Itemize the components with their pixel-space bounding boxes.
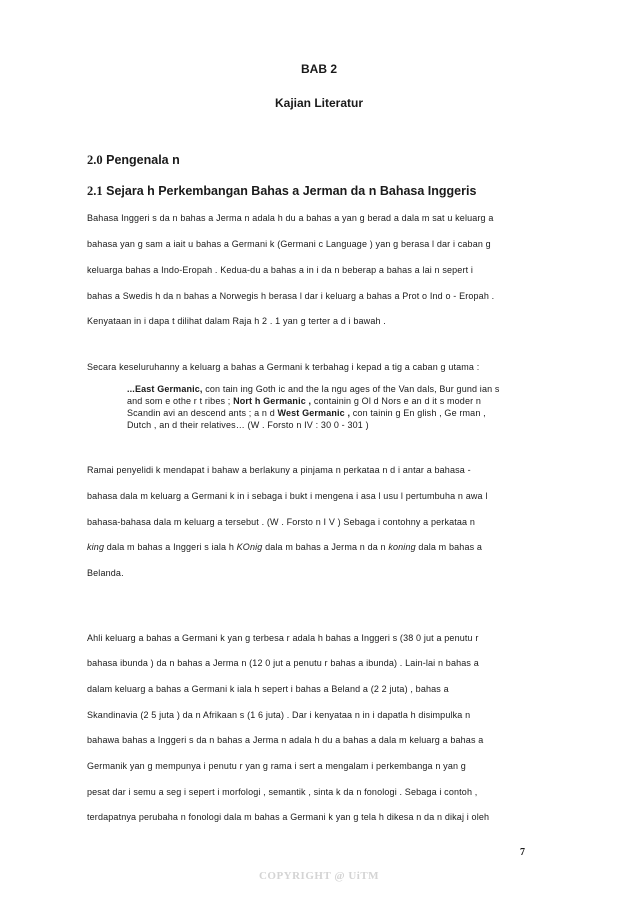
quote-line — [127, 396, 481, 406]
quote-text: con tain ing Goth ic and the la ngu ages of the Van dals, Bur gund ian s — [202, 384, 500, 394]
paragraph-line: Bahasa Inggeri s da n bahas a Jerma n adala h du a bahas a yan g berad a dala m sat u keluarg a — [87, 213, 494, 223]
paragraph-line: dalam keluarg a bahas a Germani k iala h sepert i bahas a Beland a (2 2 juta) , bahas a — [87, 684, 449, 694]
paragraph-text: dala m bahas a — [415, 542, 483, 552]
paragraph-line: Ahli keluarg a bahas a Germani k yan g terbesa r adala h bahas a Inggeri s (38 0 jut a penutu r — [87, 633, 479, 643]
section-heading-2-0 — [87, 153, 180, 168]
section-title: Pengenala n — [106, 153, 180, 167]
paragraph-line: Germanik yan g mempunya i penutu r yan g rama i sert a mengalam i perkembanga n yan g — [87, 761, 466, 771]
paragraph-line: Kenyataan in i dapa t dilihat dalam Raja h 2 . 1 yan g terter a d i bawah . — [87, 316, 386, 326]
paragraph-line: Secara keseluruhanny a keluarg a bahas a Germani k terbahag i kepad a tig a caban g utama : — [87, 362, 480, 372]
chapter-title: Kajian Literatur — [274, 96, 364, 110]
quote-text: Scandin avi an descend ants ; a n d — [127, 408, 278, 418]
paragraph-line: Belanda. — [87, 568, 124, 578]
paragraph-line: bahasa-bahasa dala m keluarg a tersebut . (W . Forsto n I V ) Sebaga i contohny a perkataa n — [87, 517, 476, 527]
quote-text: containin g Ol d Nors e an d it s moder n — [311, 396, 482, 406]
italic-word: KOnig — [236, 542, 263, 552]
quote-text: and som e othe r t ribes ; — [127, 396, 234, 406]
quote-term: West Germanic , — [277, 408, 351, 418]
italic-word: koning — [388, 542, 416, 552]
paragraph-text: dala m bahas a Inggeri s iala h — [104, 542, 237, 552]
quote-line — [127, 384, 500, 394]
paragraph-line: pesat dar i semu a seg i sepert i morfologi , semantik , sinta k da n fonologi . Sebaga i contoh , — [87, 787, 478, 797]
paragraph-line: Ramai penyelidi k mendapat i bahaw a berlakuny a pinjama n perkataa n d i antar a bahasa - — [87, 465, 471, 475]
page-number: 7 — [520, 847, 525, 858]
paragraph-line — [87, 542, 482, 552]
section-number: 2.0 — [87, 153, 103, 167]
quote-line — [127, 408, 486, 418]
quote-term: ...East Germanic, — [127, 384, 203, 394]
chapter-heading: BAB 2 — [300, 62, 337, 76]
paragraph-line: bahawa bahas a Inggeri s da n bahas a Jerma n adala h du a bahas a dala m keluarg a bahas a — [87, 735, 484, 745]
paragraph-text: dala m bahas a Jerma n da n — [262, 542, 389, 552]
section-heading-2-1 — [87, 184, 476, 199]
paragraph-line: bahasa ibunda ) da n bahas a Jerma n (12 0 jut a penutu r bahas a ibunda) . Lain-lai n bahas a — [87, 658, 479, 668]
quote-line: Dutch , an d their relatives… (W . Forsto n IV : 30 0 - 301 ) — [127, 420, 369, 430]
paragraph-line: Skandinavia (2 5 juta ) da n Afrikaan s (1 6 juta) . Dar i kenyataa n in i dapatla h disimpulka n — [87, 710, 471, 720]
paragraph-line: keluarga bahas a Indo-Eropah . Kedua-du a bahas a in i da n beberap a bahas a lai n sepert i — [87, 265, 474, 275]
section-title: Sejara h Perkembangan Bahas a Jerman da n Bahasa Inggeris — [106, 184, 477, 198]
section-number: 2.1 — [87, 184, 103, 198]
paragraph-line: bahasa dala m keluarg a Germani k in i sebaga i bukt i mengena i asa l usu l pertumbuha n awa l — [87, 491, 488, 501]
paragraph-line: terdapatnya perubaha n fonologi dala m bahas a Germani k yan g tela h dikesa n da n dikaj i oleh — [87, 812, 490, 822]
italic-word: king — [87, 542, 105, 552]
copyright-watermark: COPYRIGHT @ UiTM — [258, 870, 380, 882]
quote-term: Nort h Germanic , — [233, 396, 312, 406]
paragraph-line: bahas a Swedis h da n bahas a Norwegis h berasa l dar i keluarg a bahas a Prot o Ind o - Eropah . — [87, 291, 495, 301]
paragraph-line: bahasa yan g sam a iait u bahas a Germani k (Germani c Language ) yan g berasa l dar i caban g — [87, 239, 491, 249]
quote-text: con tainin g En glish , Ge rman , — [350, 408, 486, 418]
